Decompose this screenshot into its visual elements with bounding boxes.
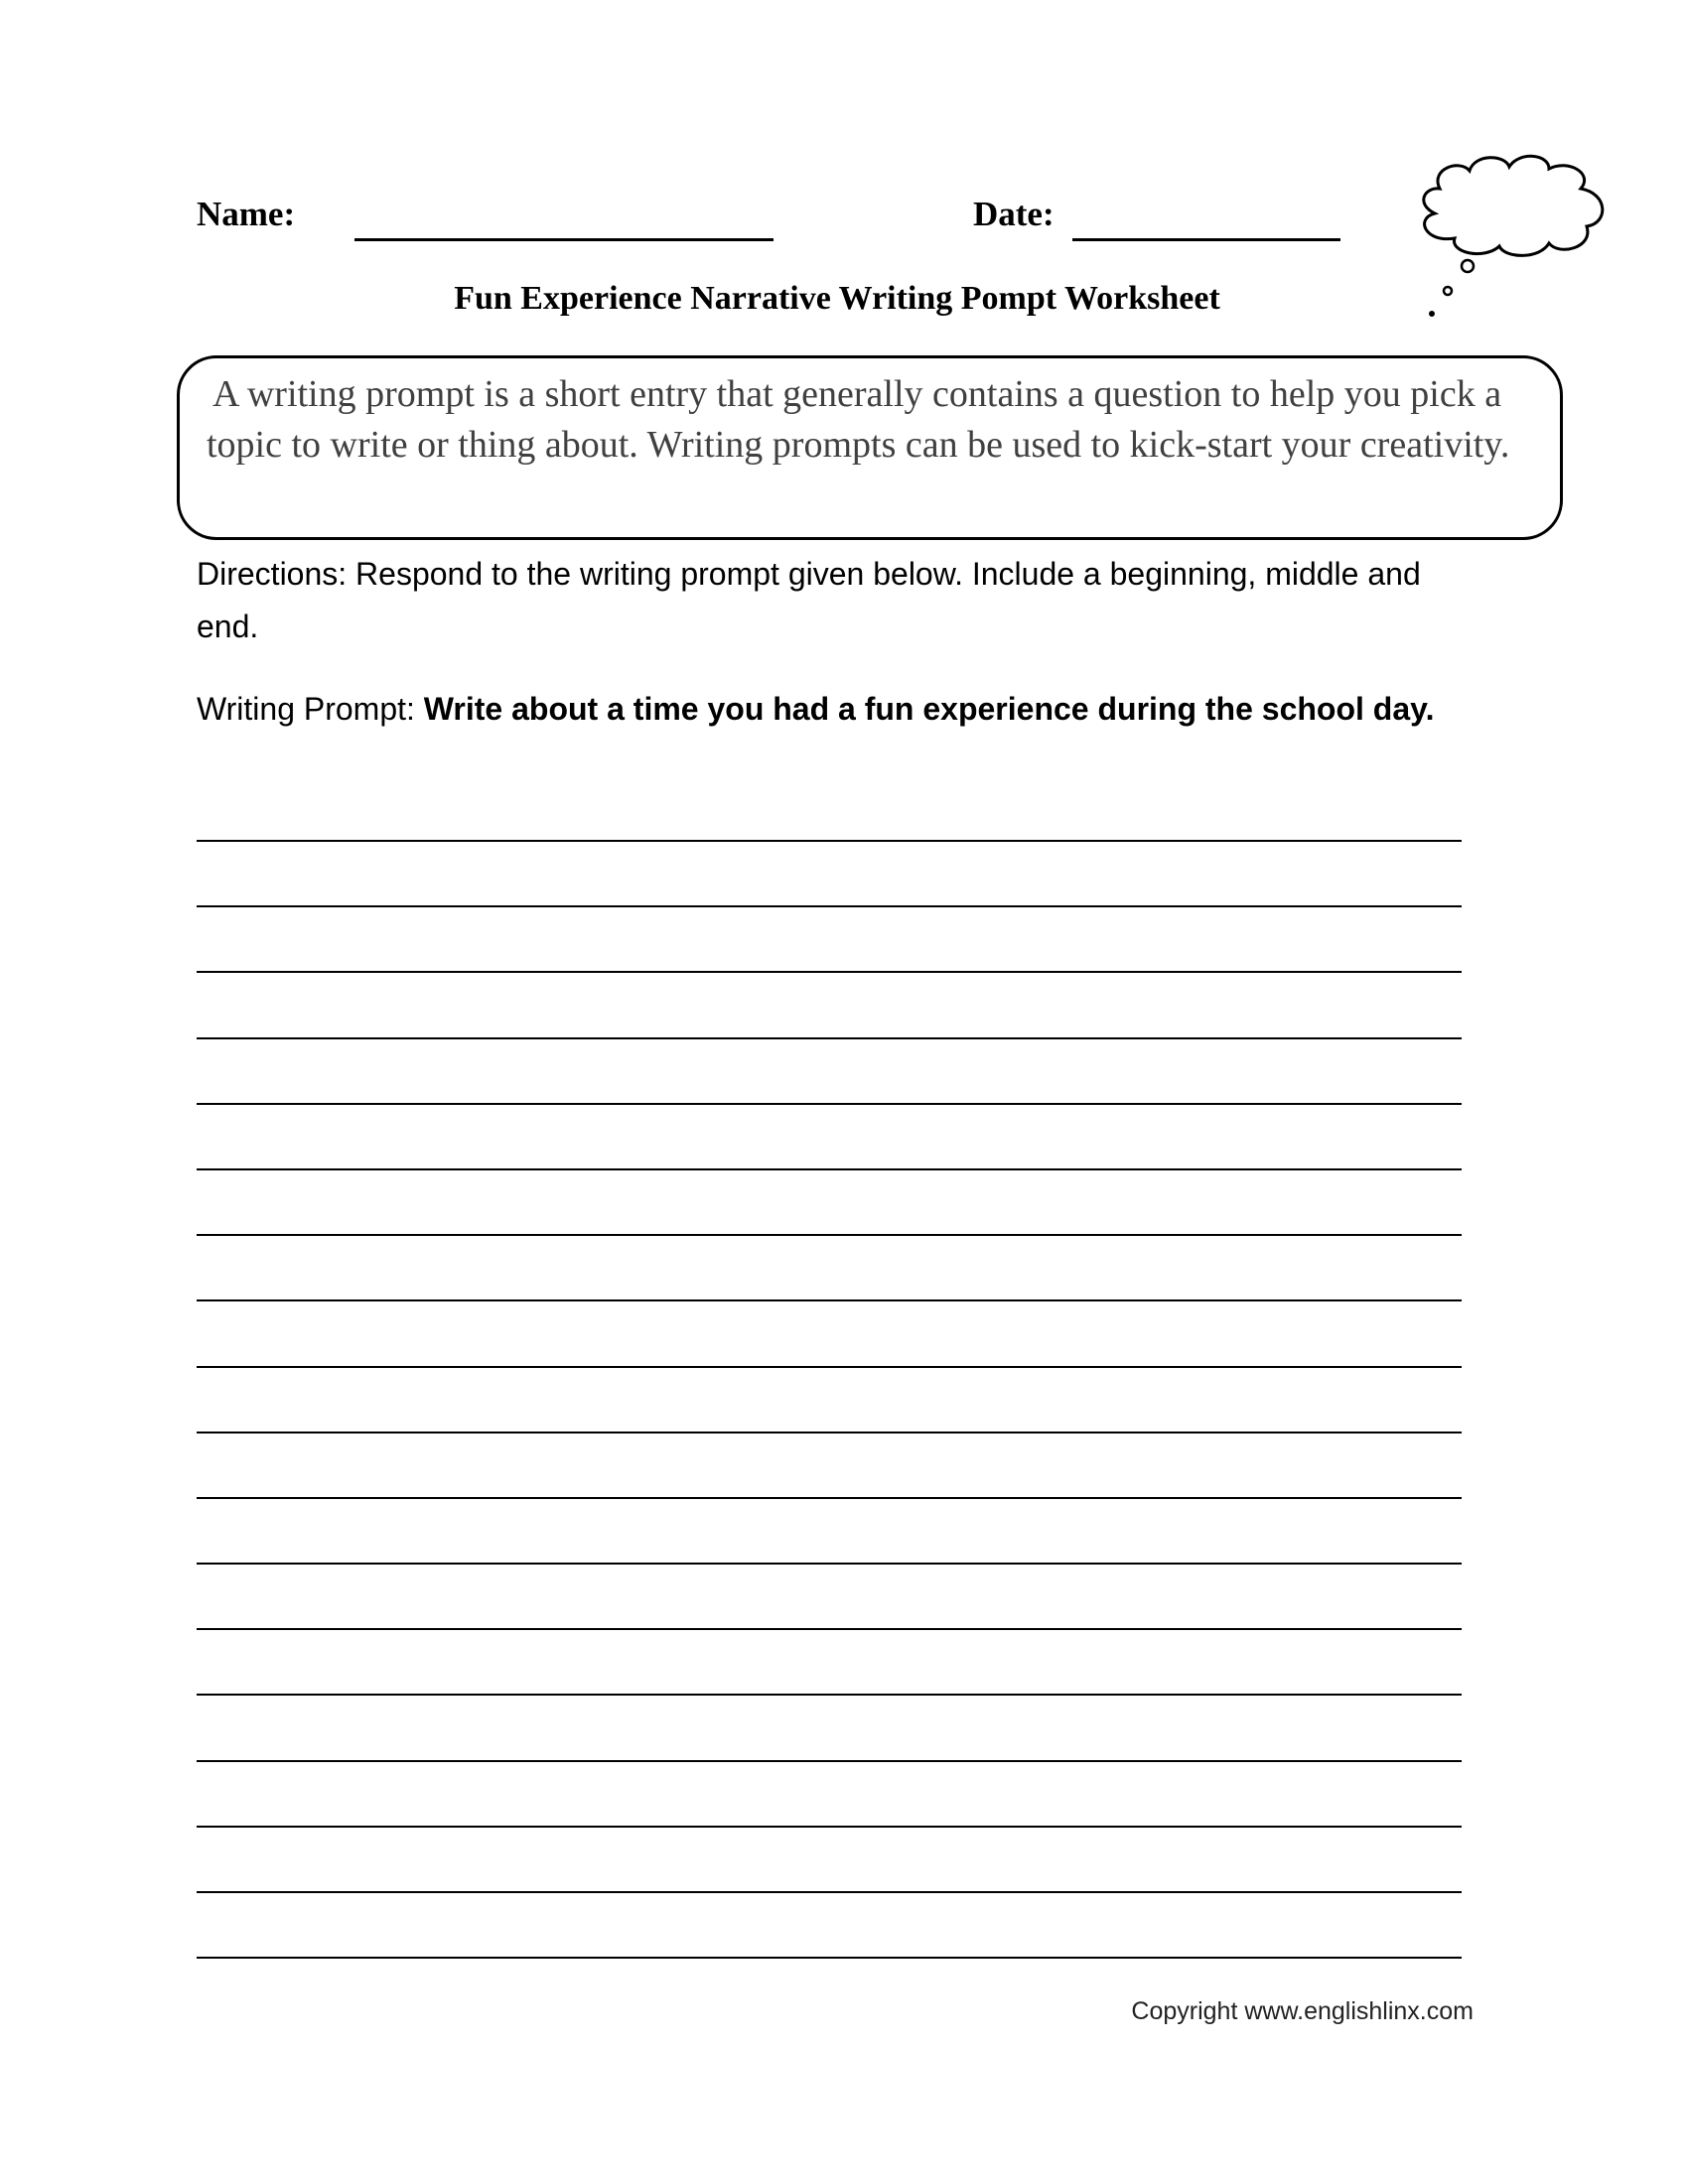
writing-prompt-label: Writing Prompt:: [197, 691, 424, 727]
answer-line[interactable]: [197, 1696, 1462, 1761]
answer-lines[interactable]: [197, 840, 1462, 1959]
answer-line[interactable]: [197, 1105, 1462, 1170]
answer-line[interactable]: [197, 1893, 1462, 1959]
answer-line[interactable]: [197, 1039, 1462, 1105]
answer-line[interactable]: [197, 973, 1462, 1038]
answer-line[interactable]: [197, 1368, 1462, 1433]
page-title: Fun Experience Narrative Writing Pompt Worksheet: [454, 280, 1220, 317]
answer-line[interactable]: [197, 1170, 1462, 1236]
intro-text: A writing prompt is a short entry that generally contains a question to help you pick a topic to write or thing about. Writing prompts can be used to kick-start your creativity.: [207, 373, 1510, 466]
name-field[interactable]: [354, 238, 774, 241]
directions-text: Directions: Respond to the writing prompt given below. Include a beginning, middle and end.: [197, 556, 1421, 644]
date-field[interactable]: [1072, 238, 1340, 241]
date-label: Date:: [973, 195, 1055, 233]
answer-line[interactable]: [197, 842, 1462, 907]
answer-line[interactable]: [197, 1433, 1462, 1499]
writing-prompt: [197, 683, 1487, 736]
answer-line[interactable]: [197, 1499, 1462, 1565]
writing-prompt-text: Write about a time you had a fun experience during the school day.: [423, 691, 1435, 727]
answer-line[interactable]: [197, 1762, 1462, 1828]
copyright-text: Copyright www.englishlinx.com: [1131, 1997, 1474, 2025]
answer-line[interactable]: [197, 1828, 1462, 1893]
name-label: Name:: [197, 195, 296, 233]
answer-line[interactable]: [197, 1236, 1462, 1301]
answer-line[interactable]: [197, 1301, 1462, 1367]
answer-line[interactable]: [197, 1565, 1462, 1630]
answer-line[interactable]: [197, 907, 1462, 973]
answer-line[interactable]: [197, 1630, 1462, 1696]
